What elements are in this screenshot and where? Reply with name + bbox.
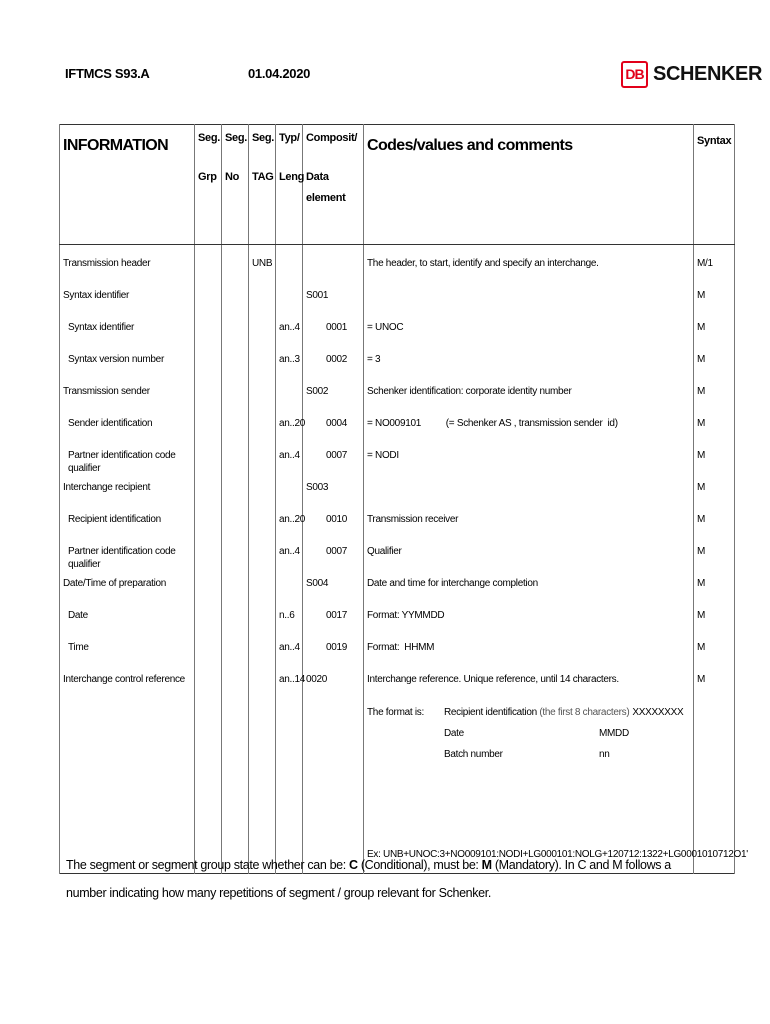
table-row — [60, 606, 735, 638]
row-seg-tag — [249, 286, 276, 318]
row-composit: 0007 — [303, 542, 364, 574]
row-syntax: M — [694, 574, 735, 606]
row-seg-grp — [195, 286, 222, 318]
row-syntax: M — [694, 510, 735, 542]
row-information: Partner identification code qualifier — [60, 542, 195, 574]
footnote: The segment or segment group state whether can be: C (Conditional), must be: M (Mandatory). In C and M follows a number indicating how many repetitions of segment / group relevant for Schenker. — [66, 858, 671, 900]
row-typ-leng: an..3 — [276, 350, 303, 382]
example-text: Ex: UNB+UNOC:3+NO009101:NODI+LG000101:NOLG+120712:1322+LG0001010712O1' — [367, 849, 748, 860]
row-seg-no — [222, 606, 249, 638]
row-seg-grp — [195, 542, 222, 574]
table-row — [60, 638, 735, 670]
table-row — [60, 510, 735, 542]
row-composit — [303, 245, 364, 286]
row-typ-leng — [276, 382, 303, 414]
row-seg-no — [222, 382, 249, 414]
format-line-0-val: XXXXXXXX — [632, 706, 684, 718]
row-information: Date/Time of preparation — [60, 574, 195, 606]
row-seg-grp — [195, 318, 222, 350]
row-codes: Transmission receiver — [364, 510, 694, 542]
row-composit: 0007 — [303, 446, 364, 478]
row-seg-no — [222, 286, 249, 318]
row-seg-grp — [195, 382, 222, 414]
db-logo-mark: DB — [621, 61, 648, 88]
row-codes: The header, to start, identify and specify an interchange. — [364, 245, 694, 286]
logo-text: SCHENKER — [653, 62, 763, 85]
row-seg-no — [222, 638, 249, 670]
row-information: Recipient identification — [60, 510, 195, 542]
row-seg-tag — [249, 670, 276, 702]
row-typ-leng: an..4 — [276, 318, 303, 350]
row-seg-tag — [249, 318, 276, 350]
row-syntax: M — [694, 670, 735, 702]
row-syntax: M — [694, 638, 735, 670]
row-syntax: M — [694, 318, 735, 350]
row-seg-no — [222, 350, 249, 382]
header-seg-grp: Seg. Grp — [195, 125, 222, 245]
table-row — [60, 414, 735, 446]
segment-spec-table — [59, 124, 748, 874]
row-information: Interchange control reference — [60, 670, 195, 702]
row-composit: S003 — [303, 478, 364, 510]
row-composit: 0019 — [303, 638, 364, 670]
row-seg-grp — [195, 670, 222, 702]
row-codes: = UNOC — [364, 318, 694, 350]
format-line-1-val: MMDD — [599, 727, 629, 739]
row-seg-grp — [195, 606, 222, 638]
row-codes: Date and time for interchange completion — [364, 574, 694, 606]
row-composit: S004 — [303, 574, 364, 606]
row-codes: Schenker identification: corporate identity number — [364, 382, 694, 414]
format-line-2-desc: Batch number — [444, 748, 503, 760]
row-seg-tag — [249, 414, 276, 446]
table-row — [60, 478, 735, 510]
header-syntax: Syntax — [694, 125, 735, 245]
row-seg-no — [222, 542, 249, 574]
row-information: Transmission sender — [60, 382, 195, 414]
format-line-0-desc: Recipient identification (the first 8 characters) — [444, 706, 630, 718]
row-typ-leng: an..14 — [276, 670, 303, 702]
header-composit: Composit/ Data element — [303, 125, 364, 245]
doc-date: 01.04.2020 — [248, 66, 311, 81]
row-codes — [364, 478, 694, 510]
format-label: The format is: — [367, 706, 424, 718]
table-row — [60, 318, 735, 350]
row-syntax: M — [694, 382, 735, 414]
format-row — [60, 702, 735, 874]
row-seg-tag: UNB — [249, 245, 276, 286]
row-seg-no — [222, 446, 249, 478]
row-syntax: M — [694, 446, 735, 478]
row-information: Date — [60, 606, 195, 638]
row-seg-no — [222, 414, 249, 446]
row-information: Partner identification code qualifier — [60, 446, 195, 478]
row-seg-no — [222, 574, 249, 606]
header-codes: Codes/values and comments — [364, 125, 694, 245]
row-typ-leng: an..20 — [276, 510, 303, 542]
row-composit: 0017 — [303, 606, 364, 638]
table-header-row — [60, 125, 735, 245]
row-information: Time — [60, 638, 195, 670]
row-syntax: M — [694, 542, 735, 574]
format-line-2-val: nn — [599, 748, 610, 760]
row-codes: = 3 — [364, 350, 694, 382]
row-information: Interchange recipient — [60, 478, 195, 510]
table-row — [60, 574, 735, 606]
row-composit: 0004 — [303, 414, 364, 446]
row-seg-tag — [249, 606, 276, 638]
row-seg-grp — [195, 510, 222, 542]
row-composit: 0020 — [303, 670, 364, 702]
row-syntax: M — [694, 606, 735, 638]
table-row — [60, 286, 735, 318]
row-codes: Interchange reference. Unique reference, until 14 characters. — [364, 670, 694, 702]
row-codes: = NODI — [364, 446, 694, 478]
row-seg-no — [222, 478, 249, 510]
table-row — [60, 350, 735, 382]
row-seg-tag — [249, 478, 276, 510]
row-syntax: M — [694, 286, 735, 318]
row-seg-grp — [195, 245, 222, 286]
row-information: Syntax identifier — [60, 318, 195, 350]
header-typ-leng: Typ/ Leng — [276, 125, 303, 245]
row-information: Syntax identifier — [60, 286, 195, 318]
row-typ-leng: n..6 — [276, 606, 303, 638]
db-schenker-logo — [621, 59, 762, 89]
row-typ-leng: an..4 — [276, 542, 303, 574]
row-seg-no — [222, 245, 249, 286]
row-codes: = NO009101 (= Schenker AS , transmission sender id) — [364, 414, 694, 446]
header-information: INFORMATION — [60, 125, 195, 245]
row-syntax: M — [694, 350, 735, 382]
header-seg-tag: Seg. TAG — [249, 125, 276, 245]
row-composit: S001 — [303, 286, 364, 318]
row-seg-tag — [249, 350, 276, 382]
format-description — [364, 702, 748, 874]
row-seg-grp — [195, 414, 222, 446]
row-information: Syntax version number — [60, 350, 195, 382]
row-composit: 0002 — [303, 350, 364, 382]
row-syntax: M/1 — [694, 245, 735, 286]
row-composit: 0001 — [303, 318, 364, 350]
table-row — [60, 542, 735, 574]
row-seg-tag — [249, 574, 276, 606]
row-information: Transmission header — [60, 245, 195, 286]
row-typ-leng: an..4 — [276, 638, 303, 670]
format-line-1-desc: Date — [444, 727, 464, 739]
row-seg-grp — [195, 574, 222, 606]
row-information: Sender identification — [60, 414, 195, 446]
row-typ-leng: an..4 — [276, 446, 303, 478]
row-codes — [364, 286, 694, 318]
row-seg-no — [222, 670, 249, 702]
doc-id: IFTMCS S93.A — [65, 66, 150, 81]
row-composit: S002 — [303, 382, 364, 414]
row-codes: Format: HHMM — [364, 638, 694, 670]
row-seg-grp — [195, 350, 222, 382]
row-typ-leng — [276, 245, 303, 286]
table-row — [60, 670, 735, 702]
row-codes: Qualifier — [364, 542, 694, 574]
row-seg-tag — [249, 542, 276, 574]
row-typ-leng — [276, 574, 303, 606]
row-composit: 0010 — [303, 510, 364, 542]
row-seg-grp — [195, 638, 222, 670]
row-typ-leng: an..20 — [276, 414, 303, 446]
row-syntax: M — [694, 478, 735, 510]
row-seg-tag — [249, 382, 276, 414]
row-syntax: M — [694, 414, 735, 446]
row-seg-no — [222, 318, 249, 350]
table-row — [60, 446, 735, 478]
row-seg-grp — [195, 446, 222, 478]
row-typ-leng — [276, 478, 303, 510]
header-seg-no: Seg. No — [222, 125, 249, 245]
row-typ-leng — [276, 286, 303, 318]
table-row — [60, 245, 735, 286]
row-seg-grp — [195, 478, 222, 510]
row-seg-tag — [249, 446, 276, 478]
table-row — [60, 382, 735, 414]
row-seg-tag — [249, 638, 276, 670]
row-seg-no — [222, 510, 249, 542]
row-seg-tag — [249, 510, 276, 542]
row-codes: Format: YYMMDD — [364, 606, 694, 638]
